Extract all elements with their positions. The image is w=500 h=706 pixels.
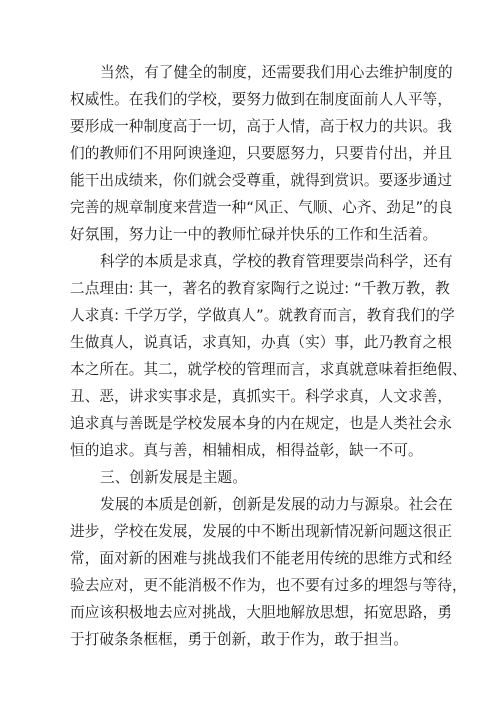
text-line: 本之所在。其二，就学校的管理而言，求真就意味着拒绝假、 [70, 361, 467, 378]
paragraph-innovation [70, 491, 467, 653]
text-line: 于打破条条框框，勇于创新，敢于作为，敢于担当。 [70, 631, 408, 648]
text-line: 而应该积极地去应对挑战，大胆地解放思想，拓宽思路，勇 [70, 604, 453, 621]
text-line: 当然，有了健全的制度，还需要我们用心去维护制度的 [100, 64, 453, 81]
text-line: 生做真人，说真话，求真知，办真（实）事，此乃教育之根 [70, 334, 453, 351]
paragraph-institutional-authority [70, 59, 453, 248]
text-line: 完善的规章制度来营造一种“风正、气顺、心齐、劲足”的良 [70, 199, 453, 216]
text-line: 进步，学校在发展，发展的中不断出现新情况新问题这很正 [70, 523, 453, 540]
section-heading [70, 464, 431, 491]
text-line: 验去应对，更不能消极不作为，也不要有过多的埋怨与等待， [70, 577, 467, 594]
text-line: 们的教师们不用阿谀逢迎，只要愿努力，只要肯付出，并且 [70, 145, 453, 162]
text-line: 常，面对新的困难与挑战我们不能老用传统的思维方式和经 [70, 550, 453, 567]
text-line: 好氛围，努力让一中的教师忙碌并快乐的工作和生活着。 [70, 226, 438, 243]
document-body [70, 59, 467, 653]
text-line: 恒的追求。真与善，相辅相成，相得益彰，缺一不可。 [70, 442, 423, 459]
text-line: 发展的本质是创新，创新是发展的动力与源泉。社会在 [100, 496, 453, 513]
text-line: 丑、恶，讲求实事求是，真抓实干。科学求真，人文求善， [70, 388, 453, 405]
text-line: 要形成一种制度高于一切，高于人情，高于权力的共识。我 [70, 118, 453, 135]
text-line: 权威性。在我们的学校，要努力做到在制度面前人人平等， [70, 91, 453, 108]
text-line: 科学的本质是求真，学校的教育管理要崇尚科学，还有 [100, 253, 453, 270]
text-line: 能干出成绩来，你们就会受尊重，就得到赏识。要逐步通过 [70, 172, 453, 189]
text-line: 人求真: 千学万学，学做真人”。就教育而言，教育我们的学 [70, 307, 455, 324]
text-line: 追求真与善既是学校发展本身的内在规定，也是人类社会永 [70, 415, 453, 432]
text-line: 二点理由: 其一，著名的教育家陶行之说过: “千教万教，教 [70, 280, 450, 297]
paragraph-science-truth [70, 248, 467, 464]
section-heading-text: 三、创新发展是主题。 [100, 469, 247, 486]
